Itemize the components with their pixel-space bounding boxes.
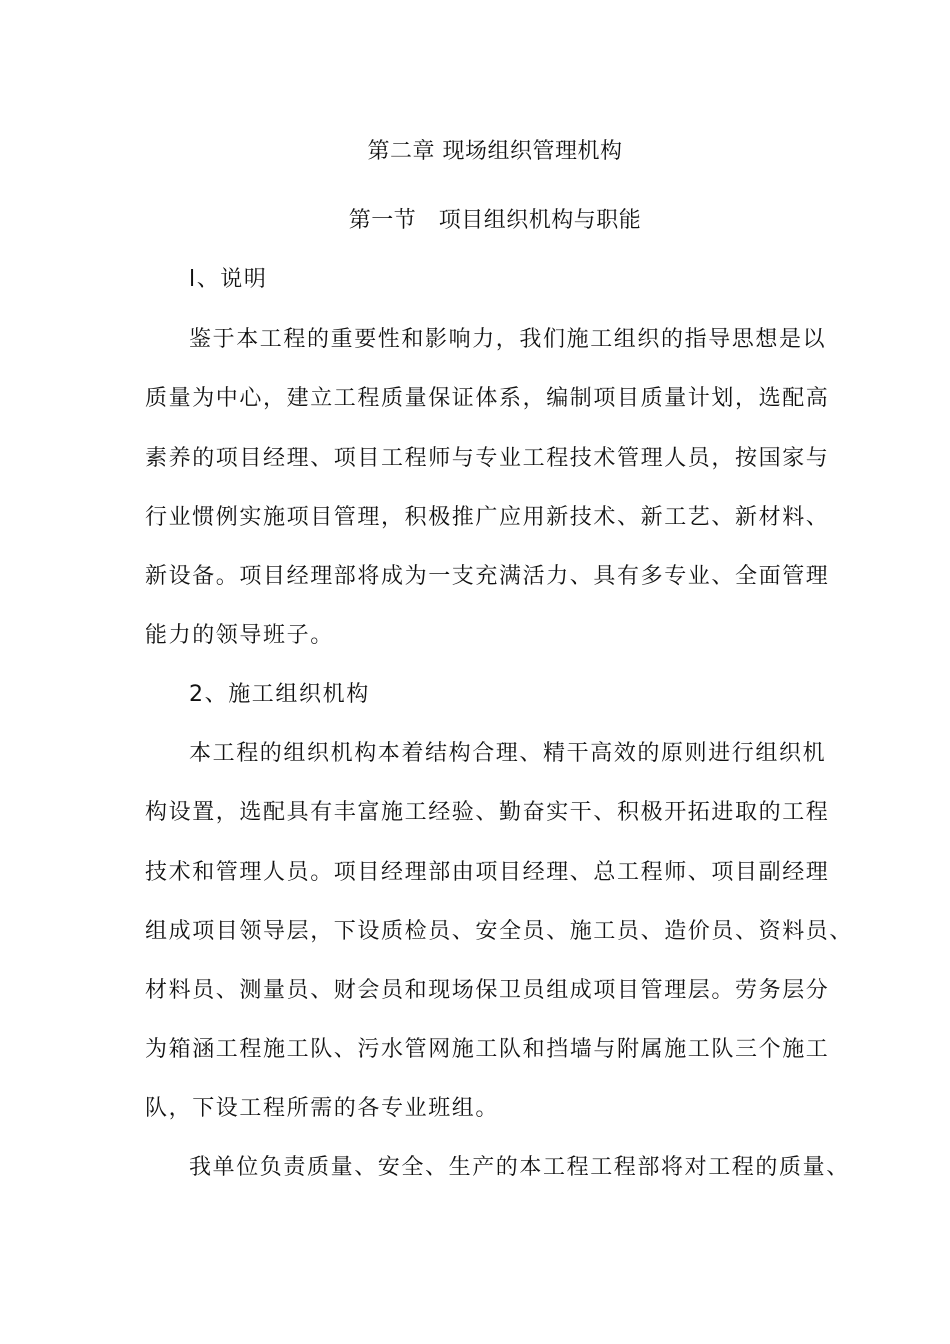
paragraph-line: 能力的领导班子。 xyxy=(145,623,334,648)
paragraph-line: 本工程的组织机构本着结构合理、精干高效的原则进行组织机 xyxy=(189,741,827,766)
subsection-heading-1: l、说明 xyxy=(189,267,268,292)
paragraph-line: 队，下设工程所需的各专业班组。 xyxy=(145,1096,500,1121)
paragraph-line: 材料员、测量员、财会员和现场保卫员组成项目管理层。劳务层分 xyxy=(145,978,830,1003)
paragraph-line: 为箱涵工程施工队、污水管网施工队和挡墙与附属施工队三个施工 xyxy=(145,1037,830,1062)
paragraph-line: 组成项目领导层，下设质检员、安全员、施工员、造价员、资料员、 xyxy=(145,919,854,944)
subsection-heading-2: 2、施工组织机构 xyxy=(189,682,370,707)
paragraph-line: 我单位负责质量、安全、生产的本工程工程部将对工程的质量、 xyxy=(189,1155,850,1180)
paragraph-line: 素养的项目经理、项目工程师与专业工程技术管理人员，按国家与 xyxy=(145,446,830,471)
paragraph-line: 新设备。项目经理部将成为一支充满活力、具有多专业、全面管理 xyxy=(145,564,830,589)
paragraph-line: 质量为中心，建立工程质量保证体系，编制项目质量计划，选配高 xyxy=(145,386,830,411)
paragraph-line: 技术和管理人员。项目经理部由项目经理、总工程师、项目副经理 xyxy=(145,860,830,885)
paragraph-line: 鉴于本工程的重要性和影响力，我们施工组织的指导思想是以 xyxy=(189,327,827,352)
chapter-title: 第二章 现场组织管理机构 xyxy=(367,139,623,164)
paragraph-line: 构设置，选配具有丰富施工经验、勤奋实干、积极开拓进取的工程 xyxy=(145,800,830,825)
paragraph-line: 行业惯例实施项目管理，积极推广应用新技术、新工艺、新材料、 xyxy=(145,505,830,530)
section-title: 第一节 项目组织机构与职能 xyxy=(348,208,642,233)
